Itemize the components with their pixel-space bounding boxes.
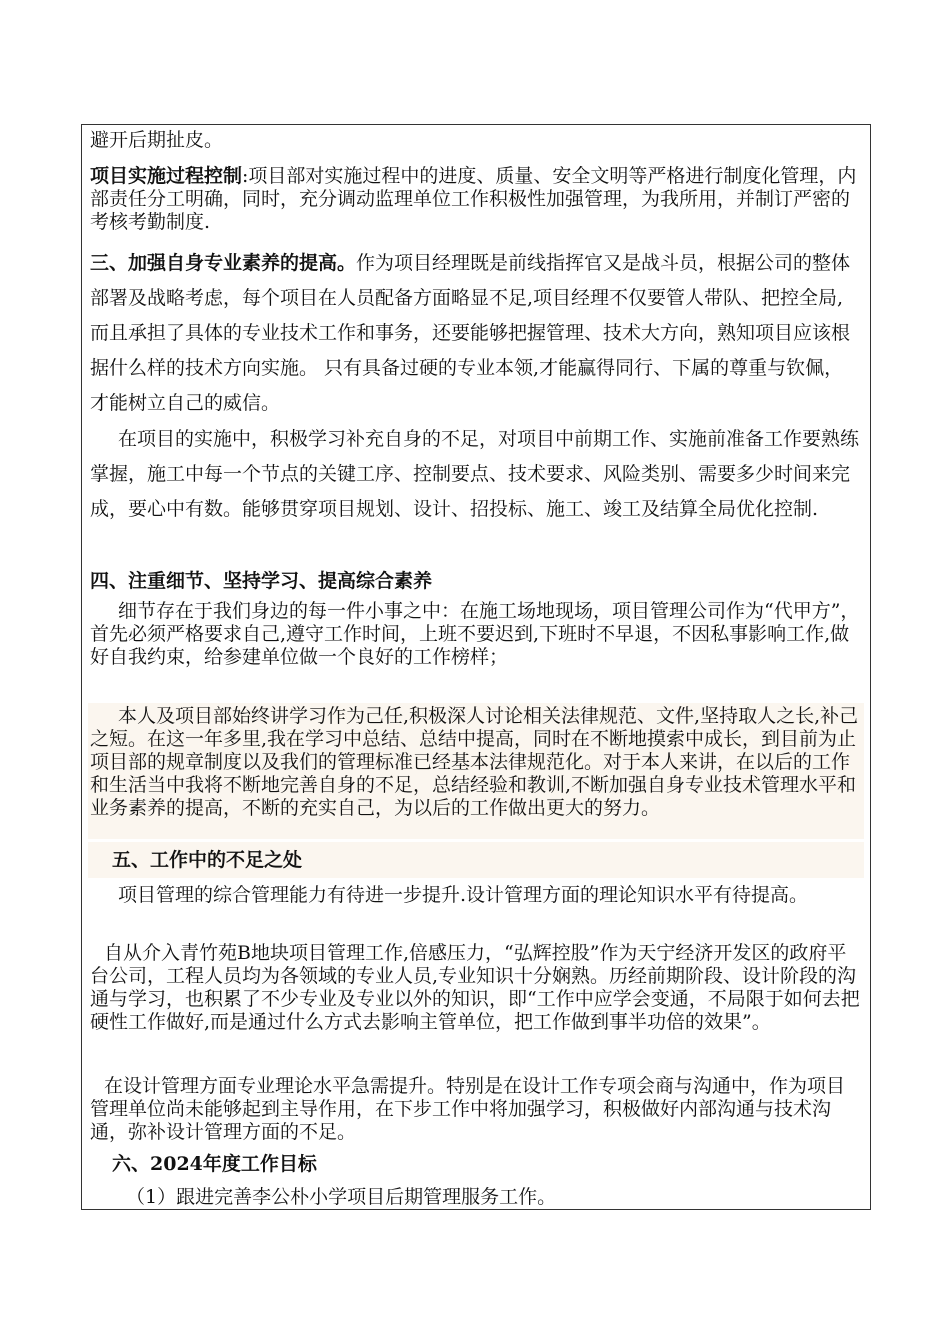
- section-heading-6: 六、2024年度工作目标: [112, 1153, 317, 1175]
- paragraph-project-experience: 自从介入青竹苑B地块项目管理工作,倍感压力，“弘辉控股”作为天宁经济开发区的政府平台公司，工程人员均为各领域的专业人员,专业知识十分娴熟。历经前期阶段、设计阶段的沟通与学习，也积累了不少专业及专业以外的知识，即“工作中应学会变通，不局限于如何去把硬性工作做好,而是通过什么方式去影响主管单位，把工作做到事半功倍的效果”。: [90, 942, 860, 1033]
- paragraph-professional-quality: [90, 246, 862, 421]
- section-heading: 三、加强自身专业素养的提高。: [90, 252, 357, 274]
- goal-item-1: （1）跟进完善李公朴小学项目后期管理服务工作。: [126, 1186, 557, 1208]
- paragraph-implementation: 在项目的实施中，积极学习补充自身的不足，对项目中前期工作、实施前准备工作要熟练掌握，施工中每一个节点的关键工序、控制要点、技术要求、风险类别、需要多少时间来完成，要心中有数。能够贯穿项目规划、设计、招投标、施工、竣工及结算全局优化控制.: [90, 428, 860, 520]
- paragraph-learning: 本人及项目部始终讲学习作为己任,积极深人讨论相关法律规范、文件,坚持取人之长,补己之短。在这一年多里,我在学习中总结、总结中提高，同时在不断地摸索中成长，到目前为止项目部的规章制度以及我们的管理标准已经基本法律规范化。对于本人来讲，在以后的工作和生活当中我将不断地完善自身的不足，总结经验和教训,不断加强自身专业技术管理水平和业务素养的提高，不断的充实自己，为以后的工作做出更大的努力。: [90, 705, 859, 819]
- paragraph-shortcomings: 项目管理的综合管理能力有待进一步提升.设计管理方面的理论知识水平有待提高。: [118, 884, 809, 906]
- paragraph-process-control: [90, 165, 862, 234]
- section-heading-4: 四、注重细节、坚持学习、提高综合素养: [90, 570, 433, 592]
- paragraph-details: 细节存在于我们身边的每一件小事之中：在施工场地现场，项目管理公司作为“代甲方”，首先必须严格要求自己,遵守工作时间，上班不要迟到,下班时不早退，不因私事影响工作,做好自我约束，给参建单位做一个良好的工作榜样；: [90, 600, 860, 668]
- paragraph-design-management: 在设计管理方面专业理论水平急需提升。特别是在设计工作专项会商与沟通中，作为项目管理单位尚未能够起到主导作用，在下步工作中将加强学习，积极做好内部沟通与技术沟通，弥补设计管理方面的不足。: [90, 1075, 846, 1143]
- paragraph-text: :项目部对实施过程中的进度、质量、安全文明等严格进行制度化管理，内部责任分工明确，同时，充分调动监理单位工作积极性加强管理，为我所用，并制订严密的考核考勤制度.: [90, 165, 857, 233]
- section-heading-5: 五、工作中的不足之处: [112, 849, 303, 871]
- section-heading: 项目实施过程控制: [90, 165, 243, 187]
- paragraph-text: 作为项目经理既是前线指挥官又是战斗员，根据公司的整体部署及战略考虑，每个项目在人员配备方面略显不足,项目经理不仅要管人带队、把控全局,而且承担了具体的专业技术工作和事务，还要能够把握管理、技术大方向，熟知项目应该根据什么样的技术方向实施。 只有具备过硬的专业本领,才能赢得同行、下属的尊重与钦佩，才能树立自己的威信。: [90, 252, 851, 414]
- document-frame: [81, 124, 871, 1210]
- paragraph-continuation: 避开后期扯皮。: [90, 129, 224, 151]
